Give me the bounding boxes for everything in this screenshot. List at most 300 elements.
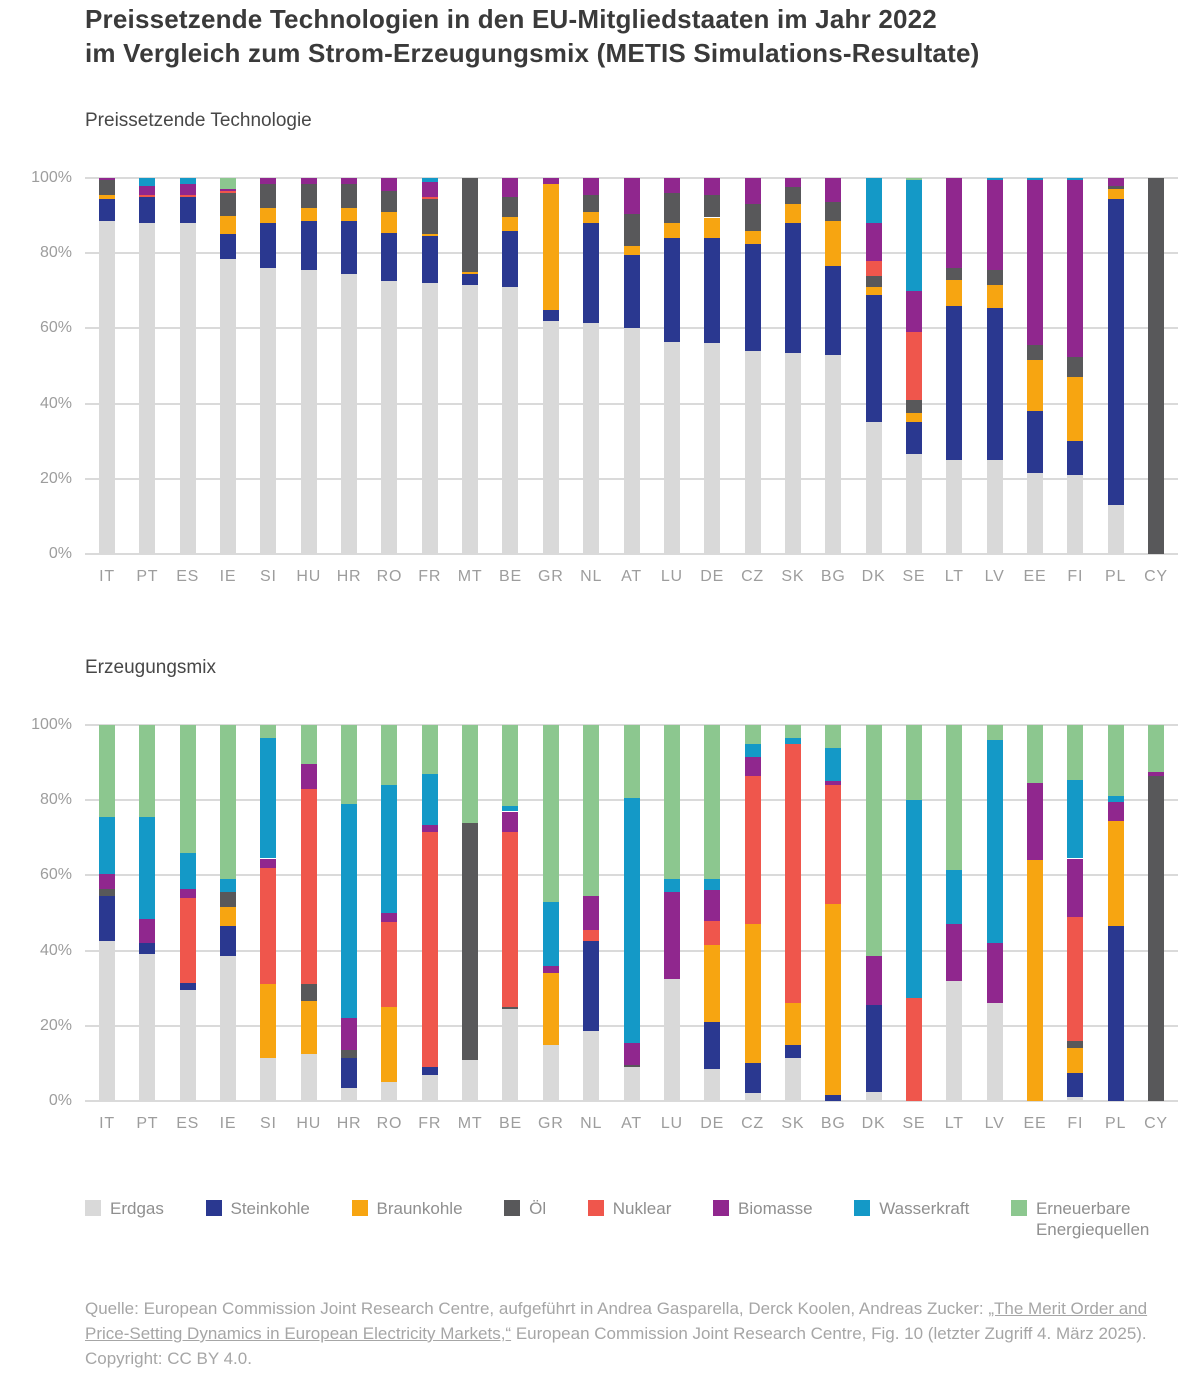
- segment-DE-Braunkohle: [704, 945, 720, 1022]
- segment-NL-Öl: [583, 195, 599, 212]
- segment-RO-Wasserkraft: [381, 785, 397, 913]
- chart1-subtitle: Preissetzende Technologie: [85, 110, 312, 131]
- legend-label: Biomasse: [738, 1199, 813, 1218]
- segment-AT-Braunkohle: [624, 246, 640, 255]
- segment-GR-Biomasse: [543, 966, 559, 974]
- segment-FI-Wasserkraft: [1067, 178, 1083, 180]
- segment-PT-Steinkohle: [139, 197, 155, 223]
- page-title: [85, 2, 979, 70]
- segment-SK-Biomasse: [785, 178, 801, 187]
- segment-IT-Erdgas: [99, 941, 115, 1101]
- segment-LV-Braunkohle: [987, 285, 1003, 308]
- source-note: [85, 1296, 1187, 1371]
- bar-NL: [583, 725, 599, 1101]
- y-axis-label: 60%: [39, 319, 72, 337]
- x-axis-label-ES: ES: [176, 568, 200, 585]
- segment-SI-Öl: [260, 184, 276, 208]
- y-axis-label: 60%: [39, 866, 72, 884]
- segment-LT-Wasserkraft: [946, 870, 962, 925]
- x-axis-label-CZ: CZ: [741, 1115, 764, 1132]
- segment-CZ-Steinkohle: [745, 244, 761, 351]
- segment-SE-Nuklear: [906, 332, 922, 400]
- segment-FR-Erneuerbare Energiequellen: [422, 725, 438, 774]
- segment-HR-Biomasse: [341, 1018, 357, 1050]
- segment-CZ-Braunkohle: [745, 924, 761, 1063]
- segment-IE-Braunkohle: [220, 907, 236, 926]
- segment-BE-Biomasse: [502, 178, 518, 197]
- bar-CZ: [745, 725, 761, 1101]
- segment-PT-Erneuerbare Energiequellen: [139, 725, 155, 817]
- x-axis-label-CY: CY: [1144, 568, 1168, 585]
- segment-FI-Erneuerbare Energiequellen: [1067, 725, 1083, 780]
- segment-IT-Öl: [99, 180, 115, 195]
- segment-EE-Wasserkraft: [1027, 178, 1043, 180]
- segment-LU-Wasserkraft: [664, 879, 680, 892]
- chart-generation-mix: [0, 716, 1178, 1132]
- page-title-line2: im Vergleich zum Strom-Erzeugungsmix (METIS Simulations-Resultate): [85, 38, 980, 68]
- bar-HR: [341, 725, 357, 1101]
- segment-BE-Nuklear: [502, 832, 518, 1007]
- bar-CY: [1148, 725, 1164, 1101]
- segment-HU-Biomasse: [301, 178, 317, 184]
- segment-AT-Öl: [624, 214, 640, 246]
- bar-LT: [946, 178, 962, 554]
- segment-IT-Biomasse: [99, 874, 115, 889]
- x-axis-label-FI: FI: [1067, 1115, 1084, 1132]
- bar-FR: [422, 725, 438, 1101]
- segment-SE-Erneuerbare Energiequellen: [906, 725, 922, 800]
- segment-AT-Wasserkraft: [624, 798, 640, 1042]
- x-axis-label-MT: MT: [457, 1115, 483, 1132]
- bar-PL: [1108, 178, 1124, 554]
- bar-CY: [1148, 178, 1164, 554]
- segment-IE-Nuklear: [220, 191, 236, 193]
- segment-IT-Braunkohle: [99, 195, 115, 199]
- segment-IE-Wasserkraft: [220, 879, 236, 892]
- segment-ES-Biomasse: [180, 889, 196, 898]
- x-axis-label-LT: LT: [944, 1115, 964, 1132]
- y-axis-label: 80%: [39, 244, 72, 262]
- segment-PL-Wasserkraft: [1108, 796, 1124, 802]
- segment-FI-Braunkohle: [1067, 377, 1083, 441]
- segment-FI-Steinkohle: [1067, 1073, 1083, 1097]
- segment-HR-Wasserkraft: [341, 804, 357, 1018]
- segment-DE-Öl: [704, 195, 720, 218]
- x-axis-label-EE: EE: [1023, 1115, 1047, 1132]
- segment-SE-Erdgas: [906, 454, 922, 554]
- segment-EE-Erneuerbare Energiequellen: [1027, 725, 1043, 783]
- segment-BG-Biomasse: [825, 781, 841, 785]
- segment-SK-Wasserkraft: [785, 738, 801, 744]
- x-axis-label-AT: AT: [621, 568, 642, 585]
- segment-EE-Braunkohle: [1027, 360, 1043, 411]
- segment-MT-Erneuerbare Energiequellen: [462, 725, 478, 823]
- segment-LU-Biomasse: [664, 892, 680, 978]
- segment-SE-Erneuerbare Energiequellen: [906, 178, 922, 180]
- bar-AT: [624, 178, 640, 554]
- x-axis-label-FR: FR: [418, 568, 442, 585]
- segment-HU-Steinkohle: [301, 221, 317, 270]
- segment-PT-Biomasse: [139, 186, 155, 195]
- y-axis-label: 40%: [39, 941, 72, 959]
- segment-SK-Erdgas: [785, 1058, 801, 1101]
- segment-IE-Steinkohle: [220, 926, 236, 956]
- segment-SE-Öl: [906, 400, 922, 413]
- segment-SI-Nuklear: [260, 868, 276, 985]
- segment-BG-Braunkohle: [825, 221, 841, 266]
- segment-SE-Wasserkraft: [906, 180, 922, 291]
- segment-FI-Braunkohle: [1067, 1048, 1083, 1072]
- segment-RO-Erdgas: [381, 281, 397, 554]
- segment-LU-Steinkohle: [664, 238, 680, 341]
- segment-PT-Wasserkraft: [139, 178, 155, 186]
- segment-HU-Öl: [301, 184, 317, 208]
- segment-BE-Öl: [502, 1007, 518, 1009]
- legend-swatch: [854, 1200, 870, 1216]
- bar-DE: [704, 725, 720, 1101]
- segment-LT-Erneuerbare Energiequellen: [946, 725, 962, 870]
- segment-DE-Erneuerbare Energiequellen: [704, 725, 720, 879]
- segment-HR-Erdgas: [341, 274, 357, 554]
- x-axis-label-SK: SK: [781, 568, 805, 585]
- segment-FR-Wasserkraft: [422, 774, 438, 825]
- bar-IT: [99, 725, 115, 1101]
- bar-HU: [301, 725, 317, 1101]
- bar-LV: [987, 725, 1003, 1101]
- bar-SE: [906, 178, 922, 554]
- segment-HU-Erdgas: [301, 270, 317, 554]
- legend-item-biomasse: [713, 1198, 813, 1219]
- segment-PL-Biomasse: [1108, 178, 1124, 186]
- x-axis-label-LT: LT: [944, 568, 964, 585]
- legend-swatch: [1011, 1200, 1027, 1216]
- segment-RO-Braunkohle: [381, 1007, 397, 1082]
- segment-NL-Braunkohle: [583, 212, 599, 223]
- segment-IE-Erneuerbare Energiequellen: [220, 725, 236, 879]
- segment-MT-Öl: [462, 823, 478, 1060]
- legend-item-braunkohle: [352, 1198, 463, 1219]
- segment-AT-Biomasse: [624, 178, 640, 214]
- segment-FI-Biomasse: [1067, 859, 1083, 917]
- segment-DK-Biomasse: [866, 223, 882, 261]
- segment-CZ-Biomasse: [745, 757, 761, 776]
- segment-SK-Nuklear: [785, 744, 801, 1003]
- bar-SK: [785, 178, 801, 554]
- segment-LV-Erdgas: [987, 1003, 1003, 1101]
- segment-IE-Braunkohle: [220, 216, 236, 235]
- segment-DE-Biomasse: [704, 178, 720, 195]
- x-axis-label-PL: PL: [1105, 568, 1127, 585]
- segment-FI-Biomasse: [1067, 180, 1083, 357]
- segment-LT-Biomasse: [946, 924, 962, 980]
- x-axis-label-PT: PT: [136, 1115, 159, 1132]
- segment-CY-Biomasse: [1148, 772, 1164, 776]
- segment-GR-Braunkohle: [543, 184, 559, 310]
- segment-HR-Braunkohle: [341, 208, 357, 221]
- segment-SE-Biomasse: [906, 291, 922, 332]
- segment-CZ-Steinkohle: [745, 1063, 761, 1093]
- x-axis-label-EE: EE: [1023, 568, 1047, 585]
- bar-RO: [381, 178, 397, 554]
- bar-SI: [260, 725, 276, 1101]
- segment-EE-Braunkohle: [1027, 860, 1043, 1101]
- x-axis-label-DK: DK: [861, 568, 886, 585]
- segment-DE-Biomasse: [704, 890, 720, 920]
- segment-PT-Wasserkraft: [139, 817, 155, 919]
- segment-MT-Erdgas: [462, 1060, 478, 1101]
- segment-IE-Öl: [220, 892, 236, 907]
- segment-LV-Steinkohle: [987, 308, 1003, 460]
- segment-CZ-Erdgas: [745, 1093, 761, 1101]
- segment-AT-Biomasse: [624, 1043, 640, 1066]
- segment-LU-Biomasse: [664, 178, 680, 193]
- segment-MT-Steinkohle: [462, 274, 478, 285]
- segment-ES-Steinkohle: [180, 197, 196, 223]
- segment-FR-Nuklear: [422, 197, 438, 199]
- segment-FR-Erdgas: [422, 1075, 438, 1101]
- segment-EE-Steinkohle: [1027, 411, 1043, 473]
- segment-CZ-Braunkohle: [745, 231, 761, 244]
- segment-LU-Braunkohle: [664, 223, 680, 238]
- segment-ES-Nuklear: [180, 195, 196, 197]
- bar-BG: [825, 725, 841, 1101]
- segment-FI-Steinkohle: [1067, 441, 1083, 475]
- segment-BE-Steinkohle: [502, 231, 518, 287]
- segment-DK-Erdgas: [866, 1092, 882, 1101]
- segment-DK-Steinkohle: [866, 1005, 882, 1091]
- segment-FR-Wasserkraft: [422, 178, 438, 182]
- segment-PT-Steinkohle: [139, 943, 155, 954]
- bar-AT: [624, 725, 640, 1101]
- segment-HU-Erneuerbare Energiequellen: [301, 725, 317, 764]
- segment-SI-Braunkohle: [260, 208, 276, 223]
- segment-IT-Erdgas: [99, 221, 115, 554]
- segment-DK-Wasserkraft: [866, 178, 882, 223]
- segment-CZ-Wasserkraft: [745, 744, 761, 757]
- segment-BG-Biomasse: [825, 178, 841, 202]
- segment-RO-Öl: [381, 191, 397, 212]
- segment-LV-Erneuerbare Energiequellen: [987, 725, 1003, 740]
- bar-IT: [99, 178, 115, 554]
- segment-FR-Steinkohle: [422, 236, 438, 283]
- x-axis-label-BG: BG: [820, 568, 846, 585]
- bar-EE: [1027, 178, 1043, 554]
- segment-ES-Erdgas: [180, 990, 196, 1101]
- segment-PL-Steinkohle: [1108, 926, 1124, 1101]
- bar-ES: [180, 178, 196, 554]
- y-axis-label: 40%: [39, 394, 72, 412]
- legend-swatch: [85, 1200, 101, 1216]
- segment-BE-Öl: [502, 197, 518, 218]
- segment-ES-Wasserkraft: [180, 178, 196, 184]
- bar-SI: [260, 178, 276, 554]
- segment-RO-Biomasse: [381, 178, 397, 191]
- segment-LT-Steinkohle: [946, 306, 962, 460]
- x-axis-label-FR: FR: [418, 1115, 442, 1132]
- x-axis-label-HU: HU: [296, 1115, 322, 1132]
- y-axis-label: 80%: [39, 791, 72, 809]
- segment-IT-Erneuerbare Energiequellen: [99, 725, 115, 817]
- x-axis-label-BE: BE: [498, 1115, 522, 1132]
- segment-FI-Erdgas: [1067, 475, 1083, 554]
- segment-BE-Braunkohle: [502, 217, 518, 230]
- x-axis-label-AT: AT: [621, 1115, 642, 1132]
- segment-FR-Braunkohle: [422, 234, 438, 236]
- bar-EE: [1027, 725, 1043, 1101]
- segment-NL-Biomasse: [583, 896, 599, 930]
- bar-LU: [664, 725, 680, 1101]
- segment-DK-Nuklear: [866, 261, 882, 276]
- segment-NL-Erdgas: [583, 1031, 599, 1101]
- segment-GR-Wasserkraft: [543, 902, 559, 966]
- segment-PT-Erdgas: [139, 223, 155, 554]
- segment-RO-Nuklear: [381, 922, 397, 1007]
- segment-NL-Steinkohle: [583, 223, 599, 323]
- x-axis-label-FI: FI: [1067, 568, 1084, 585]
- segment-DE-Braunkohle: [704, 218, 720, 239]
- segment-DK-Biomasse: [866, 956, 882, 1005]
- y-axis-label: 0%: [48, 1092, 72, 1109]
- segment-LT-Braunkohle: [946, 280, 962, 306]
- segment-SE-Steinkohle: [906, 422, 922, 454]
- segment-IE-Steinkohle: [220, 234, 236, 258]
- y-axis-label: 0%: [48, 545, 72, 562]
- segment-BE-Biomasse: [502, 812, 518, 833]
- segment-LU-Erdgas: [664, 979, 680, 1101]
- legend-label: Nuklear: [612, 1199, 672, 1218]
- segment-SI-Erdgas: [260, 1058, 276, 1101]
- segment-SI-Biomasse: [260, 178, 276, 184]
- segment-ES-Erdgas: [180, 223, 196, 554]
- x-axis-label-GR: GR: [537, 568, 564, 585]
- segment-LU-Öl: [664, 193, 680, 223]
- segment-SK-Steinkohle: [785, 1045, 801, 1058]
- segment-IE-Biomasse: [220, 189, 236, 191]
- segment-HU-Braunkohle: [301, 208, 317, 221]
- segment-HU-Biomasse: [301, 764, 317, 788]
- segment-SE-Braunkohle: [906, 413, 922, 422]
- segment-HU-Erdgas: [301, 1054, 317, 1101]
- segment-SK-Steinkohle: [785, 223, 801, 353]
- bar-DE: [704, 178, 720, 554]
- segment-AT-Steinkohle: [624, 255, 640, 328]
- segment-SE-Nuklear: [906, 998, 922, 1101]
- segment-DE-Erdgas: [704, 1069, 720, 1101]
- x-axis-label-LU: LU: [660, 568, 683, 585]
- segment-EE-Erdgas: [1027, 473, 1043, 554]
- segment-NL-Biomasse: [583, 178, 599, 195]
- x-axis-label-DE: DE: [700, 1115, 725, 1132]
- bar-HU: [301, 178, 317, 554]
- segment-PL-Öl: [1108, 186, 1124, 190]
- bar-BG: [825, 178, 841, 554]
- x-axis-label-SE: SE: [902, 568, 926, 585]
- segment-DK-Braunkohle: [866, 287, 882, 295]
- bar-SE: [906, 725, 922, 1101]
- bar-LU: [664, 178, 680, 554]
- legend-item-wasserkraft: [854, 1198, 969, 1219]
- segment-IT-Steinkohle: [99, 199, 115, 222]
- segment-GR-Braunkohle: [543, 973, 559, 1044]
- bar-GR: [543, 725, 559, 1101]
- segment-EE-Biomasse: [1027, 180, 1043, 345]
- segment-PL-Erneuerbare Energiequellen: [1108, 725, 1124, 796]
- legend-swatch: [206, 1200, 222, 1216]
- bar-HR: [341, 178, 357, 554]
- segment-HR-Erdgas: [341, 1088, 357, 1101]
- segment-AT-Erdgas: [624, 1067, 640, 1101]
- legend-item-steinkohle: [206, 1198, 310, 1219]
- bar-PT: [139, 725, 155, 1101]
- x-axis-label-DE: DE: [700, 568, 725, 585]
- segment-FI-Nuklear: [1067, 917, 1083, 1041]
- bar-CZ: [745, 178, 761, 554]
- segment-CZ-Erdgas: [745, 351, 761, 554]
- segment-IE-Erdgas: [220, 956, 236, 1101]
- x-axis-label-IT: IT: [99, 1115, 115, 1132]
- bar-FR: [422, 178, 438, 554]
- segment-FR-Biomasse: [422, 182, 438, 197]
- segment-RO-Erdgas: [381, 1082, 397, 1101]
- x-axis-label-CZ: CZ: [741, 568, 764, 585]
- segment-LV-Biomasse: [987, 180, 1003, 270]
- segment-HR-Erneuerbare Energiequellen: [341, 725, 357, 804]
- segment-HR-Steinkohle: [341, 221, 357, 274]
- segment-HR-Öl: [341, 184, 357, 208]
- segment-FI-Erdgas: [1067, 1097, 1083, 1101]
- segment-IT-Biomasse: [99, 178, 115, 180]
- segment-DE-Erdgas: [704, 343, 720, 554]
- segment-CZ-Biomasse: [745, 178, 761, 204]
- segment-DK-Steinkohle: [866, 295, 882, 423]
- bar-PL: [1108, 725, 1124, 1101]
- segment-LU-Erneuerbare Energiequellen: [664, 725, 680, 879]
- legend-item-nuklear: [588, 1198, 672, 1219]
- segment-LT-Erdgas: [946, 460, 962, 554]
- segment-MT-Braunkohle: [462, 272, 478, 274]
- segment-BG-Wasserkraft: [825, 748, 841, 782]
- segment-BG-Erdgas: [825, 355, 841, 554]
- x-axis-label-BG: BG: [820, 1115, 846, 1132]
- segment-SK-Öl: [785, 187, 801, 204]
- segment-BG-Steinkohle: [825, 266, 841, 354]
- x-axis-label-HR: HR: [336, 568, 362, 585]
- bar-RO: [381, 725, 397, 1101]
- segment-IT-Steinkohle: [99, 896, 115, 941]
- x-axis-label-PL: PL: [1105, 1115, 1127, 1132]
- bar-NL: [583, 178, 599, 554]
- source-link[interactable]: „The Merit Order and Price-Setting Dynamics in European Electricity Markets,“: [85, 1299, 1148, 1343]
- segment-NL-Nuklear: [583, 930, 599, 941]
- segment-ES-Steinkohle: [180, 983, 196, 991]
- segment-NL-Steinkohle: [583, 941, 599, 1031]
- segment-EE-Biomasse: [1027, 783, 1043, 860]
- bar-LV: [987, 178, 1003, 554]
- segment-LV-Öl: [987, 270, 1003, 285]
- source-text-prefix: Quelle: European Commission Joint Research Centre, aufgeführt in Andrea Gasparella, Derck Koolen, Andreas Zucker:: [85, 1299, 989, 1318]
- bar-MT: [462, 178, 478, 554]
- segment-SK-Erneuerbare Energiequellen: [785, 725, 801, 738]
- legend-label: Braunkohle: [376, 1199, 463, 1218]
- segment-MT-Erdgas: [462, 285, 478, 554]
- x-axis-label-DK: DK: [861, 1115, 886, 1132]
- segment-NL-Erdgas: [583, 323, 599, 554]
- legend-swatch: [352, 1200, 368, 1216]
- segment-BE-Erneuerbare Energiequellen: [502, 725, 518, 806]
- segment-FR-Steinkohle: [422, 1067, 438, 1075]
- bar-BE: [502, 178, 518, 554]
- x-axis-label-GR: GR: [537, 1115, 564, 1132]
